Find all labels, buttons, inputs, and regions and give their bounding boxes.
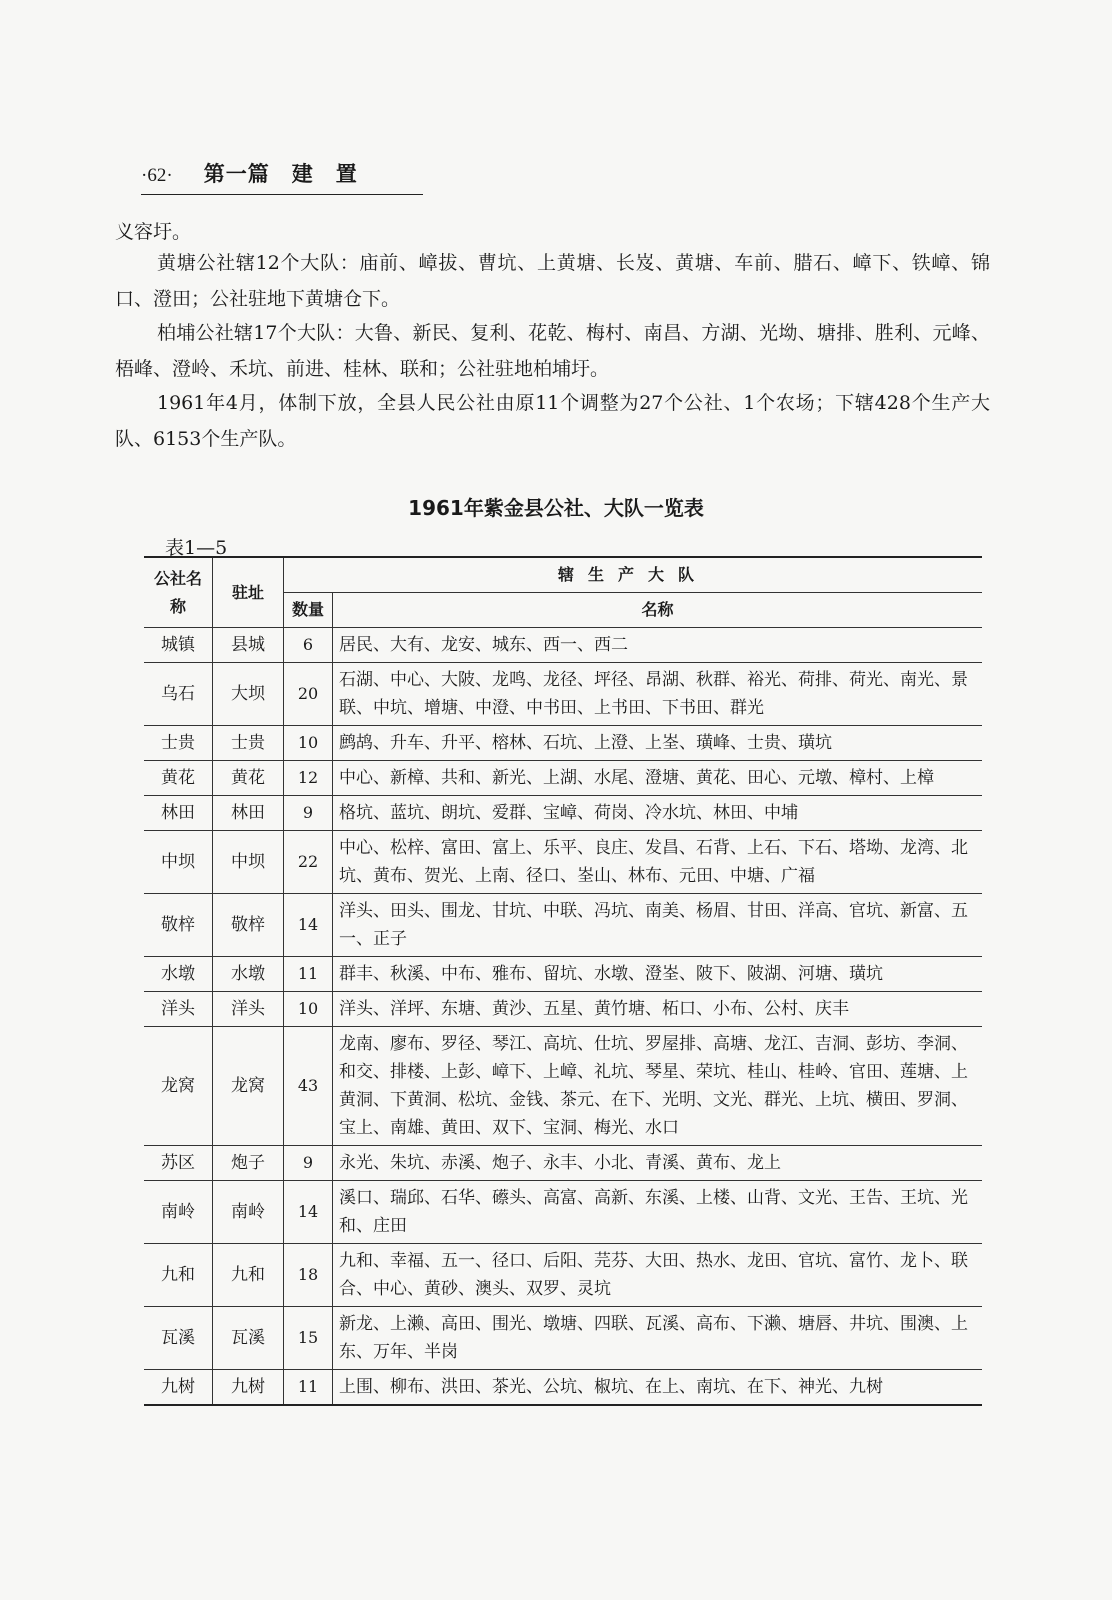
table-row [144, 1370, 982, 1406]
count-cell: 11 [284, 1370, 333, 1406]
names-cell: 格坑、蓝坑、朗坑、爱群、宝嶂、荷岗、冷水坑、林田、中埔 [333, 796, 983, 831]
location-cell: 洋头 [213, 992, 284, 1027]
table-row [144, 726, 982, 761]
location-cell: 瓦溪 [213, 1307, 284, 1370]
names-cell: 中心、新樟、共和、新光、上湖、水尾、澄塘、黄花、田心、元墩、樟村、上樟 [333, 761, 983, 796]
table-row [144, 992, 982, 1027]
names-cell: 永光、朱坑、赤溪、炮子、永丰、小北、青溪、黄布、龙上 [333, 1146, 983, 1181]
count-cell: 12 [284, 761, 333, 796]
table-body [144, 628, 982, 1406]
header-commune: 公社名称 [144, 557, 213, 628]
commune-cell: 九和 [144, 1244, 213, 1307]
table-row [144, 1244, 982, 1307]
table-row [144, 663, 982, 726]
commune-cell: 乌石 [144, 663, 213, 726]
location-cell: 九树 [213, 1370, 284, 1406]
count-cell: 18 [284, 1244, 333, 1307]
table-row [144, 894, 982, 957]
commune-cell: 水墩 [144, 957, 213, 992]
location-cell: 士贵 [213, 726, 284, 761]
table-row [144, 1307, 982, 1370]
count-cell: 22 [284, 831, 333, 894]
page-number: ·62· [141, 165, 173, 186]
names-cell: 鹧鸪、升车、升平、榕林、石坑、上澄、上峑、璜峰、士贵、璜坑 [333, 726, 983, 761]
commune-cell: 林田 [144, 796, 213, 831]
names-cell: 洋头、田头、围龙、甘坑、中联、冯坑、南美、杨眉、甘田、洋高、官坑、新富、五一、正子 [333, 894, 983, 957]
names-cell: 群丰、秋溪、中布、雅布、留坑、水墩、澄峑、陂下、陂湖、河塘、璜坑 [333, 957, 983, 992]
paragraph-2: 黄塘公社辖12个大队：庙前、嶂拔、曹坑、上黄塘、长岌、黄塘、车前、腊石、嶂下、铁嶂、锦口、澄田；公社驻地下黄塘仓下。 [115, 252, 990, 310]
location-cell: 中坝 [213, 831, 284, 894]
commune-cell: 龙窝 [144, 1027, 213, 1146]
table-title: 1961年紫金县公社、大队一览表 [408, 496, 704, 520]
names-cell: 九和、幸福、五一、径口、后阳、芫芬、大田、热水、龙田、官坑、富竹、龙卜、联合、中心、黄砂、澳头、双罗、灵坑 [333, 1244, 983, 1307]
table-row [144, 796, 982, 831]
names-cell: 龙南、廖布、罗径、琴江、高坑、仕坑、罗屋排、高塘、龙江、吉洞、彭坊、李洞、和交、排楼、上彭、嶂下、上嶂、礼坑、琴星、荣坑、桂山、桂岭、官田、莲塘、上黄洞、下黄洞、松坑、金钱、茶元、在下、光明、文光、群光、上坑、横田、罗洞、宝上、南雄、黄田、双下、宝洞、梅光、水口 [333, 1027, 983, 1146]
table-row [144, 831, 982, 894]
header-brigades: 辖生产大队 [284, 557, 983, 593]
count-cell: 20 [284, 663, 333, 726]
commune-cell: 洋头 [144, 992, 213, 1027]
brigade-table [144, 556, 982, 1406]
table-row [144, 1146, 982, 1181]
commune-cell: 城镇 [144, 628, 213, 663]
table-row [144, 628, 982, 663]
location-cell: 林田 [213, 796, 284, 831]
count-cell: 14 [284, 1181, 333, 1244]
location-cell: 黄花 [213, 761, 284, 796]
commune-cell: 瓦溪 [144, 1307, 213, 1370]
names-cell: 居民、大有、龙安、城东、西一、西二 [333, 628, 983, 663]
commune-cell: 士贵 [144, 726, 213, 761]
count-cell: 6 [284, 628, 333, 663]
paragraph-4: 1961年4月，体制下放，全县人民公社由原11个调整为27个公社、1个农场；下辖428个生产大队、6153个生产队。 [115, 392, 990, 450]
table-number: 表1—5 [165, 537, 228, 559]
table-row [144, 957, 982, 992]
count-cell: 15 [284, 1307, 333, 1370]
count-cell: 10 [284, 992, 333, 1027]
commune-cell: 苏区 [144, 1146, 213, 1181]
names-cell: 中心、松梓、富田、富上、乐平、良庄、发昌、石背、上石、下石、塔坳、龙湾、北坑、黄布、贺光、上南、径口、峑山、林布、元田、中塘、广福 [333, 831, 983, 894]
count-cell: 11 [284, 957, 333, 992]
location-cell: 南岭 [213, 1181, 284, 1244]
location-cell: 大坝 [213, 663, 284, 726]
location-cell: 龙窝 [213, 1027, 284, 1146]
count-cell: 14 [284, 894, 333, 957]
paragraph-1: 义容圩。 [115, 221, 192, 243]
names-cell: 上围、柳布、洪田、茶光、公坑、椒坑、在上、南坑、在下、神光、九树 [333, 1370, 983, 1406]
location-cell: 九和 [213, 1244, 284, 1307]
count-cell: 9 [284, 1146, 333, 1181]
header-names: 名称 [333, 593, 983, 628]
names-cell: 新龙、上濑、高田、围光、墩塘、四联、瓦溪、高布、下濑、塘唇、井坑、围澳、上东、万年、半岗 [333, 1307, 983, 1370]
count-cell: 10 [284, 726, 333, 761]
table-row [144, 1181, 982, 1244]
names-cell: 石湖、中心、大陂、龙鸣、龙径、坪径、昂湖、秋群、裕光、荷排、荷光、南光、景联、中坑、增塘、中澄、中书田、上书田、下书田、群光 [333, 663, 983, 726]
names-cell: 溪口、瑞邱、石华、礤头、高富、高新、东溪、上楼、山背、文光、王告、王坑、光和、庄田 [333, 1181, 983, 1244]
location-cell: 县城 [213, 628, 284, 663]
header-count: 数量 [284, 593, 333, 628]
header-location: 驻址 [213, 557, 284, 628]
section-title: 第一篇 建 置 [203, 162, 358, 186]
commune-cell: 中坝 [144, 831, 213, 894]
running-header [141, 158, 423, 195]
commune-cell: 敬梓 [144, 894, 213, 957]
location-cell: 炮子 [213, 1146, 284, 1181]
count-cell: 43 [284, 1027, 333, 1146]
commune-cell: 九树 [144, 1370, 213, 1406]
count-cell: 9 [284, 796, 333, 831]
table-row [144, 1027, 982, 1146]
location-cell: 水墩 [213, 957, 284, 992]
commune-cell: 黄花 [144, 761, 213, 796]
location-cell: 敬梓 [213, 894, 284, 957]
commune-cell: 南岭 [144, 1181, 213, 1244]
table-row [144, 761, 982, 796]
paragraph-3: 柏埔公社辖17个大队：大鲁、新民、复利、花乾、梅村、南昌、方湖、光坳、塘排、胜利、元峰、梧峰、澄岭、禾坑、前进、桂林、联和；公社驻地柏埔圩。 [115, 322, 990, 380]
names-cell: 洋头、洋坪、东塘、黄沙、五星、黄竹塘、柘口、小布、公村、庆丰 [333, 992, 983, 1027]
